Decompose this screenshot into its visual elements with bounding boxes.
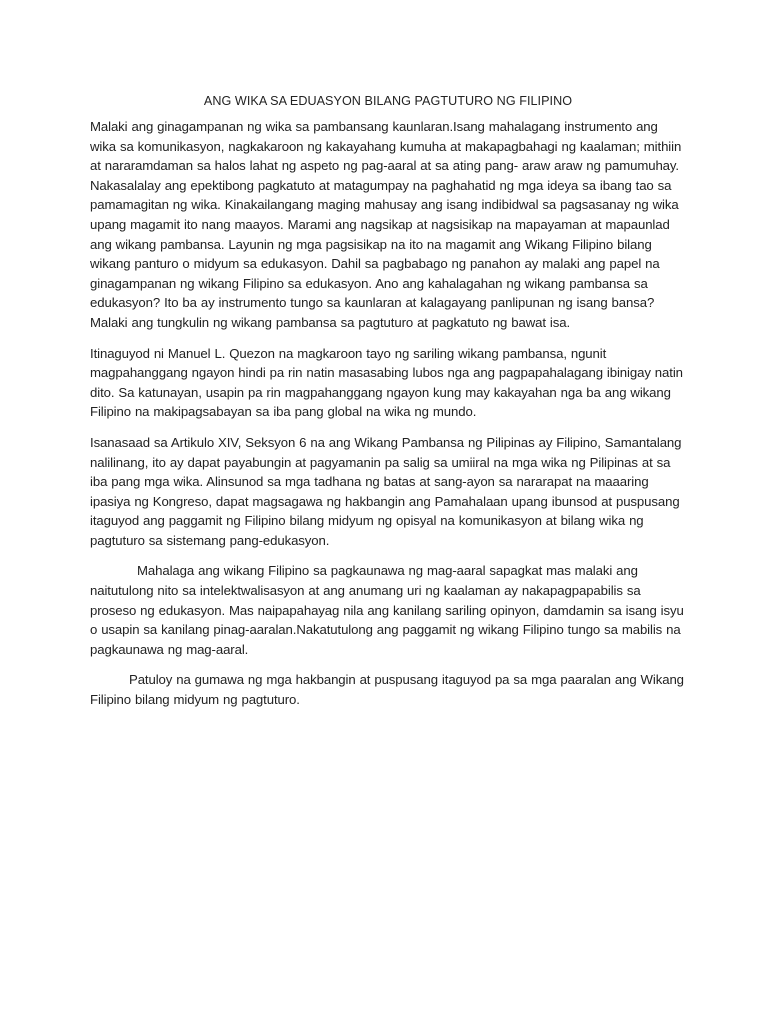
paragraph-5: Patuloy na gumawa ng mga hakbangin at puspusang itaguyod pa sa mga paaralan ang Wikang Filipino bilang midyum ng pagtuturo. [90,672,684,708]
paragraph-3: Isanasaad sa Artikulo XIV, Seksyon 6 na ang Wikang Pambansa ng Pilipinas ay Filipino, Samantalang nalilinang, ito ay dapat payabungin at pagyamanin pa salig sa umiiral na mga wika ng Pilipinas at sa iba pang mga wika. Alinsunod sa mga tadhana ng batas at sang-ayon sa nararapat na maaaring ipasiya ng Kongreso, dapat magsagawa ng hakbangin ang Pamahalaan upang ibunsod at puspusang itaguyod ang paggamit ng Filipino bilang midyum ng opisyal na komunikasyon at bilang wika ng pagtuturo sa sistemang pang-edukasyon. [90,434,682,548]
document-title: ANG WIKA SA EDUASYON BILANG PAGTUTURO NG FILIPINO [203,94,573,108]
paragraph-4: Mahalaga ang wikang Filipino sa pagkaunawa ng mag-aaral sapagkat mas malaki ang naitutulong nito sa intelektwalisasyon at ang anumang uri ng kaalaman ay nakapagpapabilis sa proseso ng edukasyon. Mas naipapahayag nila ang kanilang sariling opinyon, damdamin sa isang isyu o usapin sa kanilang pinag-aaralan.Nakatutulong ang paggamit ng wikang Filipino tungo sa mabilis na pagkaunawa ng mag-aaral. [90,563,684,657]
paragraph-2: Itinaguyod ni Manuel L. Quezon na magkaroon tayo ng sariling wikang pambansa, ngunit magpahanggang ngayon hindi pa rin natin masasabing lubos nga ang pagpapahalagang ibinigay natin dito. Sa katunayan, usapin pa rin magpahanggang ngayon kung may kakayahan nga ba ang wikang Filipino na makipagsabayan sa iba pang global na wika ng mundo. [90,345,683,420]
paragraph-1: Malaki ang ginagampanan ng wika sa pambansang kaunlaran.Isang mahalagang instrumento ang wika sa komunikasyon, nagkakaroon ng kakayahang kumuha at makapagbahagi ng kaalaman; mithiin at nararamdaman sa halos lahat ng aspeto ng pag-aaral at sa ating pang- araw araw ng pamumuhay. Nakasalalay ang epektibong pagkatuto at matagumpay na paghahatid ng mga ideya sa ibang tao sa pamamagitan ng wika. Kinakailangang maging mahusay ang isang indibidwal sa pagsasanay ng wika upang magamit ito nang maayos. Marami ang nagsikap at nagsisikap na mapayaman at mapaunlad ang wikang pambansa. Layunin ng mga pagsisikap na ito na magamit ang Wikang Filipino bilang wikang panturo o midyum sa edukasyon. Dahil sa pagbabago ng panahon ay malaki ang papel na ginagampanan ng wikang Filipino sa edukasyon. Ano ang kahalagahan ng wikang pambansa sa edukasyon? Ito ba ay instrumento tungo sa kaunlaran at kalagayang panlipunan ng isang bansa? Malaki ang tungkulin ng wikang pambansa sa pagtuturo at pagkatuto ng bawat isa. [90,119,682,330]
